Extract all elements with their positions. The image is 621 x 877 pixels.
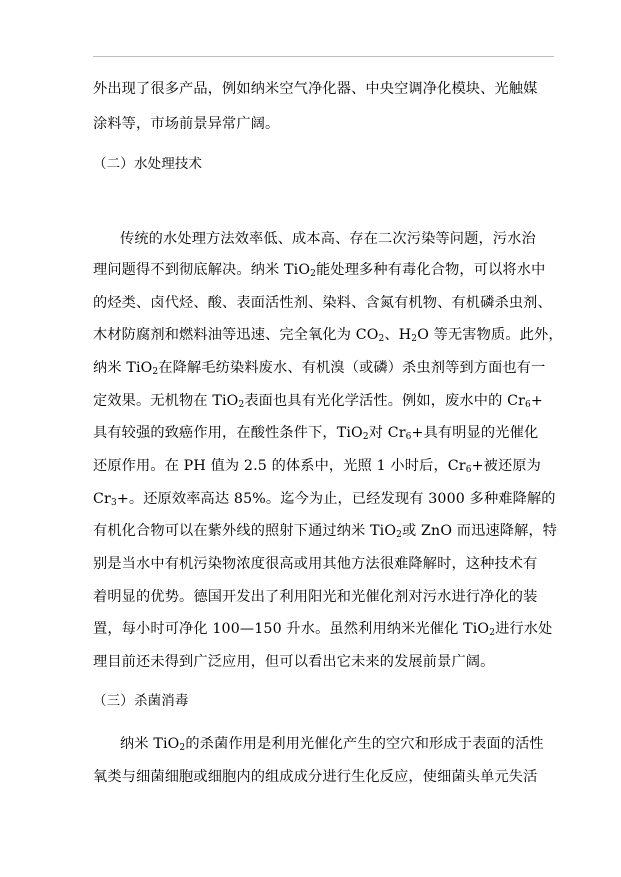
para-water-line-12: 着明显的优势。德国开发出了利用阳光和光催化剂对污水进行净化的装 xyxy=(93,589,538,605)
heading-sterilization: （三）杀菌消毒 xyxy=(93,693,189,709)
para-water-line-10: 有机化合物可以在紫外线的照射下通过纳米 TiO$_2$或 ZnO 而迅速降解，特 xyxy=(93,523,558,540)
para-water-line-4: 木材防腐剂和燃料油等迅速、完全氧化为 $CO_2$、$H_2O$ 等无害物质。此外， xyxy=(93,327,563,344)
para-water-line-1: 传统的水处理方法效率低、成本高、存在二次污染等问题，污水治 xyxy=(120,231,536,247)
para-sterilize-line-1: 纳米 TiO$_2$的杀菌作用是利用光催化产生的空穴和形成于表面的活性 xyxy=(120,736,544,753)
para-water-line-6: 定效果。无机物在 TiO$_2$表面也具有光化学活性。例如，废水中的 $Cr_6+$ xyxy=(93,393,543,410)
para-water-line-9: $Cr_3+$。还原效率高达 85%。迄今为止，已经发现有 3000 多种难降解的 xyxy=(93,491,556,508)
para-water-line-8: 还原作用。在 PH 值为 2.5 的体系中，光照 1 小时后，$Cr_6+$被还原为 xyxy=(93,458,541,475)
para-water-line-3: 的烃类、卤代烃、酸、表面活性剂、染料、含氮有机物、有机磷杀虫剂、 xyxy=(93,295,552,311)
header-rule xyxy=(93,56,554,57)
para-intro-line-1: 外出现了很多产品，例如纳米空气净化器、中央空调净化模块、光触媒 xyxy=(93,81,538,97)
para-water-line-13: 置，每小时可净化 100—150 升水。虽然利用纳米光催化 TiO$_2$进行水处 xyxy=(93,621,553,638)
para-sterilize-line-2: 氧类与细菌细胞或细胞内的组成成分进行生化反应，使细菌头单元失活 xyxy=(93,769,538,785)
para-water-line-7: 具有较强的致癌作用，在酸性条件下，TiO$_2$对 $Cr_6+$具有明显的光催化 xyxy=(93,425,539,442)
para-water-line-14: 理目前还未得到广泛应用，但可以看出它未来的发展前景广阔。 xyxy=(93,654,495,670)
para-water-line-2: 理问题得不到彻底解决。纳米 TiO$_2$能处理多种有毒化合物，可以将水中 xyxy=(93,262,546,279)
heading-water-treatment: （二）水处理技术 xyxy=(93,156,203,172)
para-intro-line-2: 涂料等，市场前景异常广阔。 xyxy=(93,116,280,132)
para-water-line-5: 纳米 TiO$_2$在降解毛纺染料废水、有机溴（或磷）杀虫剂等到方面也有一 xyxy=(93,360,546,377)
para-water-line-11: 别是当水中有机污染物浓度很高或用其他方法很难降解时，这种技术有 xyxy=(93,556,538,572)
